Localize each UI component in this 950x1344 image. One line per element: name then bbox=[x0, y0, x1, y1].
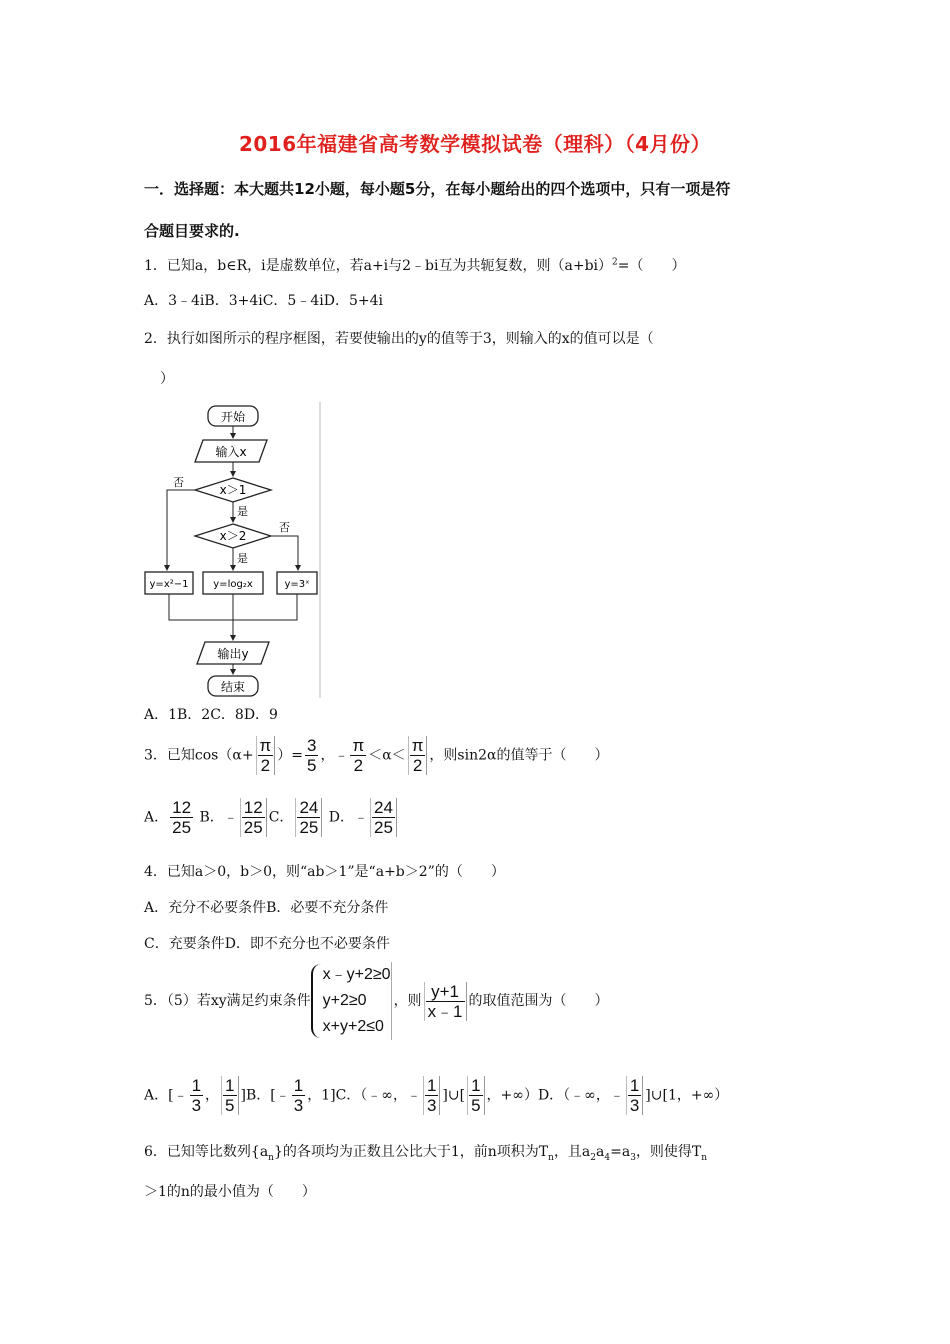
flow-end-label: 结束 bbox=[220, 680, 246, 694]
section-heading-line1: 一．选择题：本大题共12小题，每小题5分，在每小题给出的四个选项中，只有一项是符 bbox=[144, 180, 731, 198]
q5-frac-d1: $\frac{1}{3}$ bbox=[626, 1076, 643, 1115]
q1-options: A．3﹣4iB．3+4iC．5﹣4iD．5+4i bbox=[144, 293, 383, 309]
q1-stem: 1．已知a，b∈R，i是虚数单位，若a+i与2﹣bi互为共轭复数，则（a+bi） bbox=[144, 258, 613, 274]
question-5 bbox=[144, 962, 609, 1040]
q3-option-b-frac: $\frac{12}{25}$ bbox=[240, 798, 267, 837]
q4-stem: 4．已知a＞0，b＞0，则“ab＞1”是“a+b＞2”的（ ） bbox=[144, 864, 505, 880]
flow-cond1-label: x＞1 bbox=[219, 483, 247, 497]
flow-yes2-label: 是 bbox=[237, 552, 248, 565]
q5-frac-b1: $\frac{1}{3}$ bbox=[293, 1076, 304, 1115]
q5-target-frac: $\frac{y+1}{x﹣1}$ bbox=[424, 982, 467, 1021]
q4-options-2: C．充要条件D．即不充分也不必要条件 bbox=[144, 936, 390, 952]
q5-frac-c1: $\frac{1}{3}$ bbox=[423, 1076, 440, 1115]
flow-no2-label: 否 bbox=[279, 521, 290, 534]
flow-box-mid-label: y=log₂x bbox=[213, 579, 253, 590]
q5-constraint-2: y+2≥0 bbox=[322, 992, 367, 1009]
q3-options: A． $\frac{12}{25}$ B．﹣ $\frac{12}{25}$ C． $\frac{24}{25}$ D．﹣ $\frac{24}{25}$ bbox=[144, 798, 399, 837]
q5-text-1: 5．（5）若xy满足约束条件 bbox=[144, 993, 311, 1009]
flow-no1-label: 否 bbox=[173, 476, 184, 489]
q5-text-3: 的取值范围为（ ） bbox=[468, 993, 609, 1009]
flow-start-label: 开始 bbox=[220, 410, 246, 424]
page-title: 2016年福建省高考数学模拟试卷（理科）（4月份） bbox=[238, 132, 712, 156]
flow-output-label: 输出y bbox=[217, 647, 249, 661]
flow-yes1-label: 是 bbox=[237, 505, 248, 518]
q3-option-a-frac: $\frac{12}{25}$ bbox=[172, 798, 192, 837]
flow-cond2-label: x＞2 bbox=[219, 529, 247, 543]
q1-exponent: 2 bbox=[612, 257, 618, 268]
q5-constraint-system bbox=[311, 962, 392, 1040]
q3-frac-pi-2: $\frac{\pi}{2}$ bbox=[256, 736, 276, 775]
question-1 bbox=[144, 255, 685, 275]
q3-text-5: ，则sin2α的值等于（ ） bbox=[429, 747, 609, 764]
q5-frac-a1: $\frac{1}{3}$ bbox=[191, 1076, 202, 1115]
q5-constraint-3: x+y+2≤0 bbox=[322, 1018, 384, 1035]
q3-text-3: ，﹣ bbox=[320, 747, 349, 764]
question-6: 6．已知等比数列$\{a_n\}$的各项均为正数且公比大于1，前n项积为$T_n$，且$a_2a_4=a_3$，则使得$T_n$ bbox=[144, 1144, 708, 1163]
flowchart bbox=[143, 402, 323, 698]
q4-options-1: A．充分不必要条件B．必要不充分条件 bbox=[144, 900, 389, 916]
q6-stem-line2: ＞1的n的最小值为（ ） bbox=[144, 1184, 316, 1200]
q5-text-2: ，则 bbox=[393, 993, 422, 1009]
q3-frac-neg-pi-2: $\frac{\pi}{2}$ bbox=[352, 736, 365, 775]
q5-options: A．[﹣ $\frac{1}{3}$ ， $\frac{1}{5}$ ]B．[﹣ $\frac{1}{3}$ ，1]C．（﹣∞，﹣ $\frac{1}{3}$ ]∪[ $\frac{1}{5}$ ，+∞）D．（﹣∞，﹣ $\frac{1}{3}$ ]∪[1，+∞） bbox=[144, 1076, 729, 1115]
q1-tail: =（ ） bbox=[617, 258, 686, 274]
q5-frac-a2: $\frac{1}{5}$ bbox=[221, 1076, 238, 1115]
question-3 bbox=[144, 736, 608, 775]
q3-text-2: ）= bbox=[277, 747, 304, 764]
section-heading-line2: 合题目要求的. bbox=[144, 222, 240, 240]
q3-option-d-frac: $\frac{24}{25}$ bbox=[370, 798, 397, 837]
flow-box-right-label: y=3ˣ bbox=[284, 579, 310, 590]
q3-option-c-frac: $\frac{24}{25}$ bbox=[295, 798, 322, 837]
q3-text-4: ＜α＜ bbox=[368, 747, 406, 764]
q3-frac-3-5: $\frac{3}{5}$ bbox=[307, 736, 317, 775]
q2-stem-close: ） bbox=[160, 371, 174, 387]
q5-constraint-1: x﹣y+2≥0 bbox=[322, 966, 391, 983]
q3-frac-pi-2b: $\frac{\pi}{2}$ bbox=[408, 736, 428, 775]
flow-input-label: 输入x bbox=[215, 445, 247, 459]
q3-text-1: 3．已知cos（α+ bbox=[144, 747, 254, 764]
q2-options: A．1B．2C．8D．9 bbox=[144, 707, 278, 723]
q5-frac-c2: $\frac{1}{5}$ bbox=[467, 1076, 484, 1115]
q2-stem: 2．执行如图所示的程序框图，若要使输出的y的值等于3，则输入的x的值可以是（ bbox=[144, 331, 654, 347]
flow-box-left-label: y=x²−1 bbox=[149, 579, 189, 590]
